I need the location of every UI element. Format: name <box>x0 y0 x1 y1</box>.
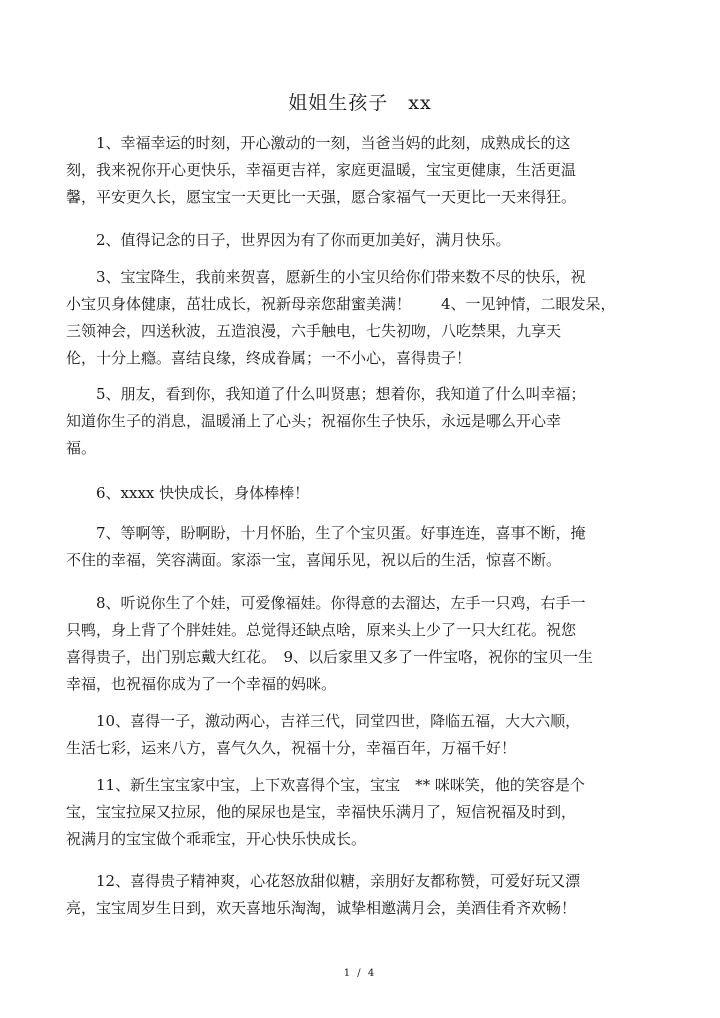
paragraph <box>66 868 666 922</box>
paragraph-line: 1、幸福幸运的时刻，开心激动的一刻，当爸当妈的此刻，成熟成长的这 <box>96 134 571 152</box>
paragraph <box>66 480 666 507</box>
paragraph-line: 幸福，也祝福你成为了一个幸福的妈咪。 <box>66 675 337 693</box>
paragraph <box>66 590 666 698</box>
paragraph-line: 10、喜得一子，激动两心，吉祥三代，同堂四世，降临五福，大大六顺， <box>96 712 581 730</box>
paragraph-line: 5、朋友，看到你，我知道了什么叫贤惠；想着你，我知道了什么叫幸福； <box>96 385 586 403</box>
paragraph <box>66 381 666 462</box>
paragraph-line: 只鸭，身上背了个胖娃娃。总觉得还缺点啥，原来头上少了一只大红花。祝您 <box>66 621 577 639</box>
page-indicator: 1 / 4 <box>343 968 377 979</box>
paragraph <box>66 708 666 762</box>
paragraph-line: 6、xxxx 快快成长，身体棒棒！ <box>96 484 310 502</box>
paragraph-line: 亮，宝宝周岁生日到，欢天喜地乐淘淘，诚挚相邀满月会，美酒佳肴齐欢畅！ <box>66 899 577 917</box>
paragraph-line: 小宝贝身体健康，茁壮成长，祝新母亲您甜蜜美满！ 4、一见钟情，二眼发呆， <box>66 295 616 313</box>
paragraph-line: 宝，宝宝拉屎又拉尿，他的屎尿也是宝，幸福快乐满月了，短信祝福及时到， <box>66 803 577 821</box>
paragraph <box>66 264 666 372</box>
paragraph-line: 福。 <box>66 439 97 457</box>
paragraph-line: 祝满月的宝宝做个乖乖宝，开心快乐快成长。 <box>66 830 367 848</box>
paragraph-line: 11、新生宝宝家中宝，上下欢喜得个宝，宝宝 ** 咪咪笑，他的笑容是个 <box>96 776 585 794</box>
paragraph <box>66 772 666 853</box>
paragraph-line: 8、听说你生了个娃，可爱像福娃。你得意的去溜达，左手一只鸡，右手一 <box>96 594 586 612</box>
paragraph-line: 三领神会，四送秋波，五造浪漫，六手触电，七失初吻，八吃禁果，九享天 <box>66 322 562 340</box>
document-title: 姐姐生孩子 xx <box>288 92 432 114</box>
paragraph-line: 刻，我来祝你开心更快乐，幸福更吉祥，家庭更温暖，宝宝更健康，生活更温 <box>66 161 577 179</box>
paragraph-line: 伦，十分上瘾。喜结良缘，终成眷属；一不小心，喜得贵子！ <box>66 349 472 367</box>
paragraph-line: 2、值得记念的日子，世界因为有了你而更加美好，满月快乐。 <box>96 231 511 249</box>
paragraph <box>66 130 666 211</box>
paragraph <box>66 227 666 254</box>
paragraph-line: 12、喜得贵子精神爽，心花怒放甜似糖，亲朋好友都称赞，可爱好玩又漂 <box>96 872 581 890</box>
paragraph <box>66 520 666 574</box>
paragraph-line: 知道你生子的消息，温暖涌上了心头；祝福你生子快乐，永远是哪么开心幸 <box>66 412 562 430</box>
paragraph-line: 生活七彩，运来八方，喜气久久，祝福十分，幸福百年，万福千好！ <box>66 739 517 757</box>
paragraph-line: 馨，平安更久长，愿宝宝一天更比一天强，愿合家福气一天更比一天来得狂。 <box>66 188 577 206</box>
paragraph-line: 喜得贵子，出门别忘戴大红花。 9、以后家里又多了一件宝咯，祝你的宝贝一生 <box>66 648 594 666</box>
paragraph-line: 7、等啊等，盼啊盼，十月怀胎，生了个宝贝蛋。好事连连，喜事不断，掩 <box>96 524 586 542</box>
paragraph-line: 3、宝宝降生，我前来贺喜，愿新生的小宝贝给你们带来数不尽的快乐，祝 <box>96 268 586 286</box>
paragraph-line: 不住的幸福，笑容满面。家添一宝，喜闻乐见，祝以后的生活，惊喜不断。 <box>66 551 562 569</box>
